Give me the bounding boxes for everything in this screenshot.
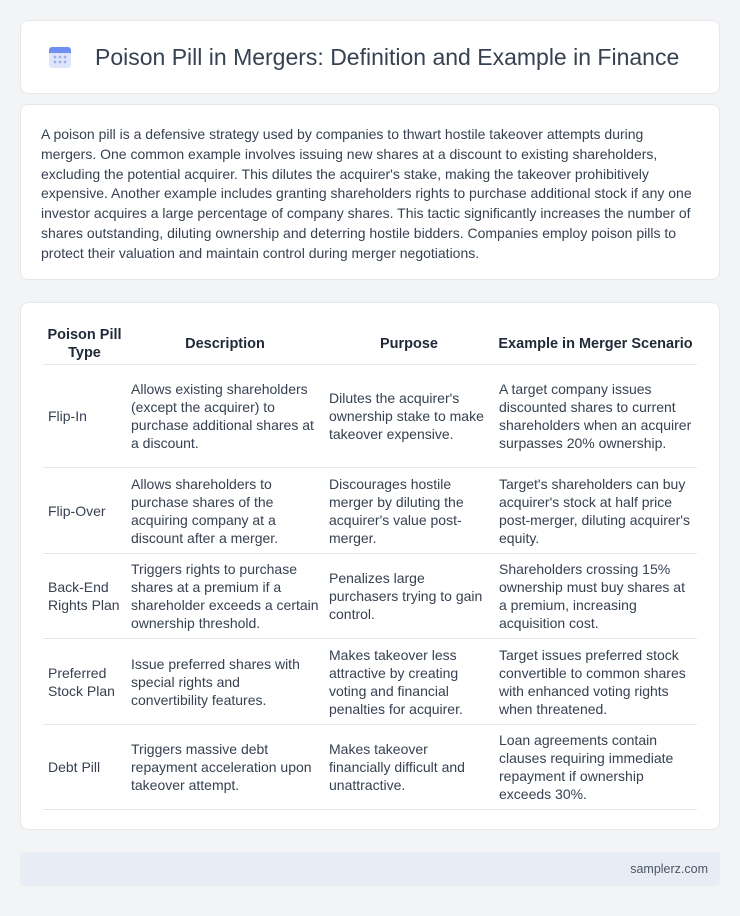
cell-description: Allows shareholders to purchase shares of the acquiring company at a discount after a merger. — [126, 468, 324, 554]
cell-type: Debt Pill — [43, 725, 126, 810]
cell-description: Triggers massive debt repayment acceleration upon takeover attempt. — [126, 725, 324, 810]
header-type: Poison Pill Type — [43, 323, 126, 365]
table-row — [43, 639, 697, 725]
cell-example: Target issues preferred stock convertible to common shares with enhanced voting rights when threatened. — [494, 639, 697, 725]
cell-description: Allows existing shareholders (except the acquirer) to purchase additional shares at a discount. — [126, 365, 324, 468]
cell-purpose: Penalizes large purchasers trying to gain control. — [324, 554, 494, 639]
cell-example: Target's shareholders can buy acquirer's stock at half price post-merger, diluting acquirer's equity. — [494, 468, 697, 554]
cell-description: Triggers rights to purchase shares at a premium if a shareholder exceeds a certain ownership threshold. — [126, 554, 324, 639]
poison-pill-table — [43, 323, 697, 810]
cell-purpose: Dilutes the acquirer's ownership stake to make takeover expensive. — [324, 365, 494, 468]
table-row — [43, 725, 697, 810]
footer-site-link[interactable]: samplerz.com — [630, 862, 708, 876]
header-description: Description — [126, 323, 324, 365]
intro-card — [20, 104, 720, 280]
table-row — [43, 468, 697, 554]
cell-type: Preferred Stock Plan — [43, 639, 126, 725]
table-row — [43, 554, 697, 639]
header-example: Example in Merger Scenario — [494, 323, 697, 365]
cell-example: Loan agreements contain clauses requiring immediate repayment if ownership exceeds 30%. — [494, 725, 697, 810]
header-card — [20, 20, 720, 94]
cell-description: Issue preferred shares with special rights and convertibility features. — [126, 639, 324, 725]
cell-purpose: Makes takeover less attractive by creating voting and financial penalties for acquirer. — [324, 639, 494, 725]
cell-purpose: Discourages hostile merger by diluting the acquirer's value post-merger. — [324, 468, 494, 554]
table-card — [20, 302, 720, 830]
cell-purpose: Makes takeover financially difficult and unattractive. — [324, 725, 494, 810]
page-title: Poison Pill in Mergers: Definition and Example in Finance — [95, 43, 680, 70]
cell-example: A target company issues discounted shares to current shareholders when an acquirer surpasses 20% ownership. — [494, 365, 697, 468]
table-row — [43, 365, 697, 468]
cell-type: Flip-In — [43, 365, 126, 468]
cell-type: Back-End Rights Plan — [43, 554, 126, 639]
intro-paragraph: A poison pill is a defensive strategy used by companies to thwart hostile takeover attempts during mergers. One common example involves issuing new shares at a discount to existing shareholders, excluding the potential acquirer. This dilutes the acquirer's stake, making the takeover prohibitively expensive. Another example includes granting shareholders rights to purchase additional stock if any one investor acquires a large percentage of company shares. This tactic significantly increases the number of shares outstanding, diluting ownership and deterring hostile bidders. Companies employ poison pills to protect their valuation and maintain control during merger negotiations. — [41, 126, 692, 261]
cell-example: Shareholders crossing 15% ownership must buy shares at a premium, increasing acquisition cost. — [494, 554, 697, 639]
table-header-row — [43, 323, 697, 365]
header-purpose: Purpose — [324, 323, 494, 365]
footer — [20, 852, 720, 886]
cell-type: Flip-Over — [43, 468, 126, 554]
calendar-icon — [47, 44, 73, 70]
